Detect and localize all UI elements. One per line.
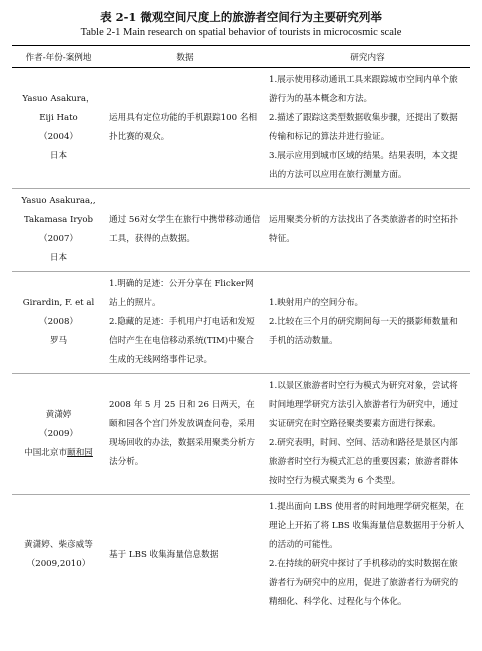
author-cell: 黄潇婷 （2009） 中国北京市颐和园 bbox=[12, 374, 105, 495]
header-data: 数据 bbox=[105, 46, 265, 68]
table-row bbox=[12, 495, 470, 616]
research-table bbox=[12, 45, 470, 615]
data-cell: 1.明确的足迹：公开分享在 Flicker网站上的照片。 2.隐藏的足迹：手机用户打电话和发短信时产生在电信移动系统(TIM)中聚合生成的无线网络事件记录。 bbox=[109, 279, 255, 365]
table-row bbox=[12, 189, 470, 272]
content-cell: 1.展示使用移动通讯工具来跟踪城市空间内单个旅游行为的基本概念和方法。 2.描述了跟踪这类型数据收集步骤，还提出了数据传输和标记的算法并进行验证。 3.展示应用到城市区域的结果。结果表明，本文提出的方法可以应用在旅行测量方面。 bbox=[269, 75, 458, 180]
author-location: 中国北京市颐和园 bbox=[24, 447, 93, 458]
header-content: 研究内容 bbox=[265, 46, 470, 68]
data-cell: 通过 56对女学生在旅行中携带移动通信工具，获得的点数据。 bbox=[109, 215, 261, 244]
data-cell: 2008 年 5 月 25 日和 26 日两天，在颐和园各个宫门外发放调查问卷，采用现场回收的办法，数据采用聚类分析方法分析。 bbox=[109, 400, 256, 467]
author-cell: Yasuo Asakura， Eiji Hato （2004） 日本 bbox=[22, 94, 95, 161]
table-row bbox=[12, 272, 470, 374]
content-cell: 1.以景区旅游者时空行为模式为研究对象，尝试将时间地理学研究方法引入旅游者行为研究中，通过实证研究在时空路径聚类要素方面进行探索。 2.研究表明，时间、空间、活动和路径是景区内部旅游者时空行为模式汇总的重要因素；旅游者群体按时空行为模式聚类为 6 个类型。 bbox=[269, 381, 459, 486]
underlined-place: 颐和园 bbox=[67, 447, 93, 458]
author-cell: Girardin, F. et al （2008） 罗马 bbox=[22, 298, 95, 346]
table-row bbox=[12, 68, 470, 189]
author-cell: 黄潇婷、柴彦威等 （2009,2010） bbox=[24, 540, 93, 569]
content-cell: 1.提出面向 LBS 使用者的时间地理学研究框架，在理论上开拓了将 LBS 收集海量信息数据用于分析人的活动的可能性。 2.在持续的研究中探讨了手机移动的实时数据在旅游者行为研究中的应用，促进了旅游者行为研究的精细化、科学化、过程化与个体化。 bbox=[269, 502, 465, 607]
content-cell: 1.映射用户的空间分布。 2.比较在三个月的研究期间每一天的摄影师数量和手机的活动数量。 bbox=[269, 298, 458, 346]
table-title-en: Table 2-1 Main research on spatial behavior of tourists in microcosmic scale bbox=[80, 27, 402, 38]
content-cell: 运用聚类分析的方法找出了各类旅游者的时空拓扑特征。 bbox=[269, 215, 459, 244]
table-row bbox=[12, 374, 470, 495]
table-title-cn: 表 2-1 微观空间尺度上的旅游者空间行为主要研究列举 bbox=[100, 10, 382, 24]
header-author: 作者-年份-案例地 bbox=[12, 46, 105, 68]
data-cell: 基于 LBS 收集海量信息数据 bbox=[109, 549, 219, 560]
data-cell: 运用具有定位功能的手机跟踪100 名相扑比赛的观众。 bbox=[109, 113, 258, 142]
header-row bbox=[12, 46, 470, 68]
author-cell: Yasuo Asakuraa,, Takamasa Iryob （2007） 日本 bbox=[21, 196, 96, 263]
